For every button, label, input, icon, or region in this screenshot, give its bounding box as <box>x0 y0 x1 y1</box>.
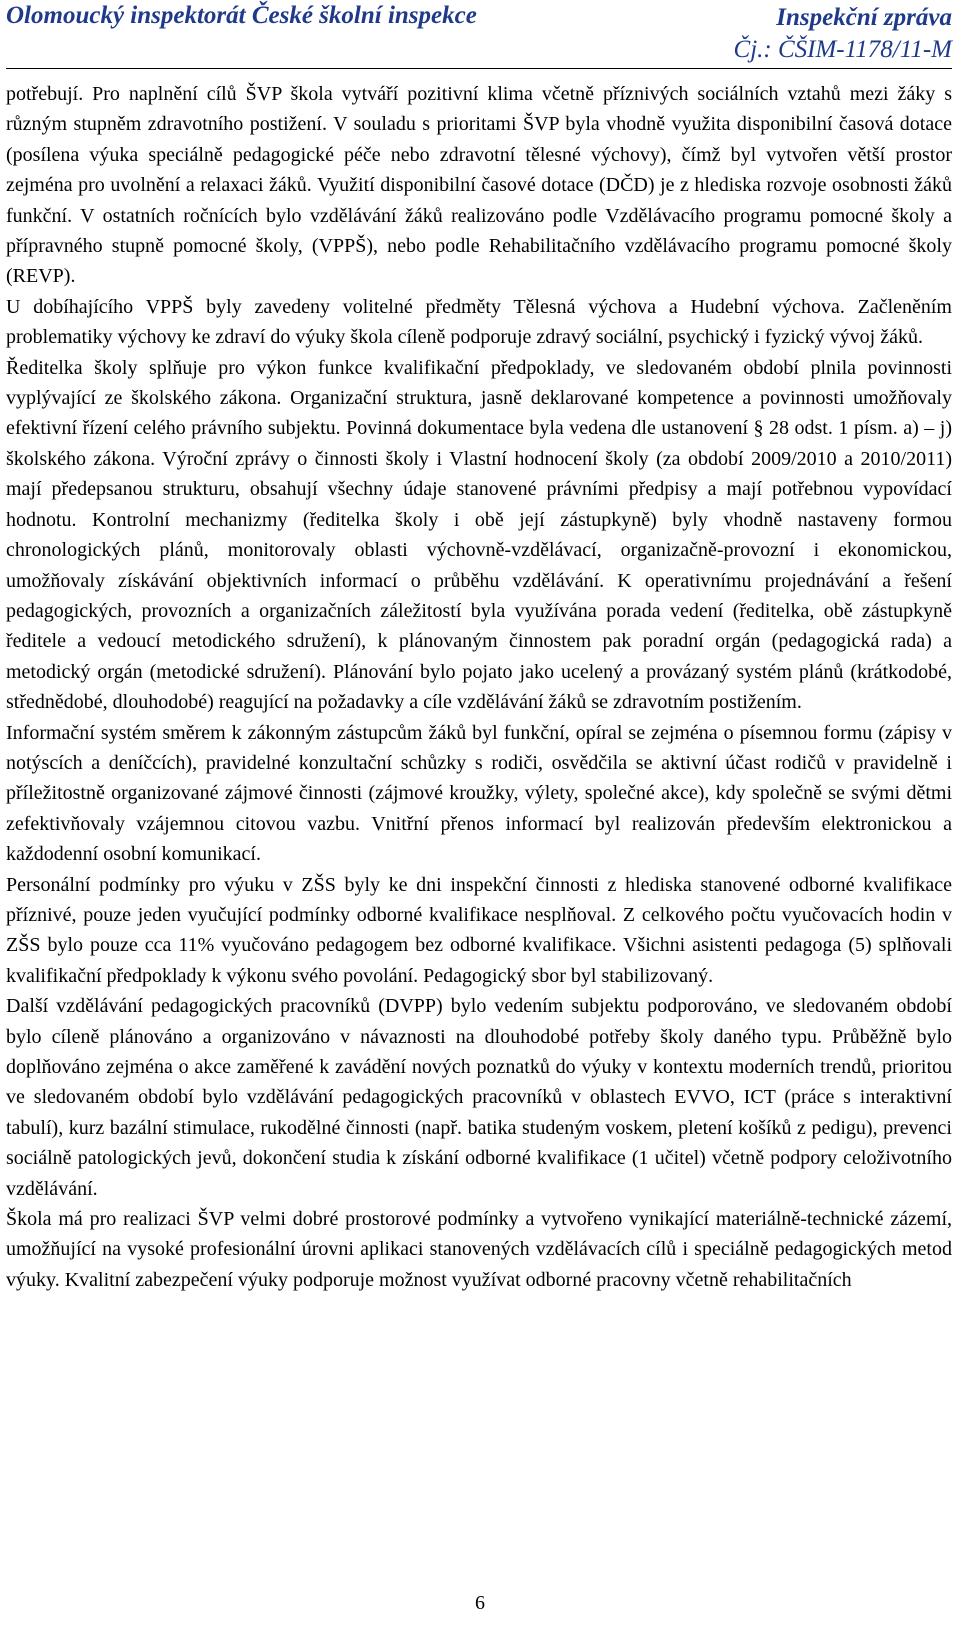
paragraph-information-system: Informační systém směrem k zákonným zástupcům žáků byl funkční, opíral se zejména o písemnou formu (zápisy v notýscích a deníčcích), pravidelné konzultační schůzky s rodiči, osvědčila se aktivní účast rodičů v pravidelně i příležitostně organizované zájmové činnosti (zájmové kroužky, výlety, společné akce), kdy společně se svými dětmi zefektivňovaly vzájemnou citovou vazbu. Vnitřní přenos informací byl realizován především elektronickou a každodenní osobní komunikací. <box>6 721 952 866</box>
report-title-block <box>734 2 952 66</box>
reference-number: Čj.: ČŠIM-1178/11-M <box>733 36 952 63</box>
paragraph-management: Ředitelka školy splňuje pro výkon funkce kvalifikační předpoklady, ve sledovaném období plnila povinnosti vyplývající ze školského zákona. Organizační struktura, jasně deklarované kompetence a povinnosti umožňovaly efektivní řízení celého právního subjektu. Povinná dokumentace byla vedena dle ustanovení § 28 odst. 1 písm. a) – j) školského zákona. Výroční zprávy o činnosti školy i Vlastní hodnocení školy (za období 2009/2010 a 2010/2011) mají předepsanou strukturu, obsahují všechny údaje stanovené právními předpisy a mají potřebnou vypovídací hodnotu. Kontrolní mechanizmy (ředitelka školy i obě její zástupkyně) byly vhodně nastaveny formou chronologických plánů, monitorovaly oblasti výchovně-vzdělávací, organizačně-provozní i ekonomickou, umožňovaly získávání objektivních informací o průběhu vzdělávání. K operativnímu projednávání a řešení pedagogických, provozních a organizačních záležitostí byla využívána porada vedení (ředitelka, obě zástupkyně ředitele a vedoucí metodického sdružení), k plánovaným činnostem pak poradní orgán (pedagogická rada) a metodický orgán (metodické sdružení). Plánování bylo pojato jako ucelený a provázaný systém plánů (krátkodobé, střednědobé, dlouhodobé) reagující na požadavky a cíle vzdělávání žáků se zdravotním postižením. <box>6 356 952 714</box>
paragraph-professional-development: Další vzdělávání pedagogických pracovníků (DVPP) bylo vedením subjektu podporováno, ve sledovaném období bylo cíleně plánováno a organizováno v návaznosti na dlouhodobé potřeby školy daného typu. Průběžně bylo doplňováno zejména o akce zaměřené k zavádění nových poznatků do výuky v kontextu moderních trendů, prioritou ve sledovaném období bylo vzdělávání pedagogických pracovníků v oblastech EVVO, ICT (práce s interaktivní tabulí), kurz bazální stimulace, rukodělné činnosti (např. batika studeným voskem, pletení košíků z pedigu), prevenci sociálně patologických jevů, dokončení studia k získání odborné kvalifikace (1 učitel) včetně podpory celoživotního vzdělávání. <box>6 995 952 1200</box>
paragraph-elective-subjects: U dobíhajícího VPPŠ byly zavedeny volitelné předměty Tělesná výchova a Hudební výchova. Začleněním problematiky výchovy ke zdraví do výuky škola cíleně podporuje zdravý sociální, psychický i fyzický vývoj žáků. <box>6 295 952 349</box>
report-body <box>6 79 952 1295</box>
paragraph-staffing: Personální podmínky pro výuku v ZŠS byly ke dni inspekční činnosti z hlediska stanovené odborné kvalifikace příznivé, pouze jeden vyučující podmínky odborné kvalifikace nesplňoval. Z celkového počtu vyučovacích hodin v ZŠS bylo pouze cca 11% vyučováno pedagogem bez odborné kvalifikace. Všichni asistenti pedagoga (5) splňovali kvalifikační předpoklady k výkonu svého povolání. Pedagogický sbor byl stabilizovaný. <box>6 873 952 987</box>
paragraph-curriculum: potřebují. Pro naplnění cílů ŠVP škola vytváří pozitivní klima včetně příznivých sociálních vztahů mezi žáky s různým stupněm zdravotního postižení. V souladu s prioritami ŠVP byla vhodně využita disponibilní časová dotace (posílena výuka speciálně pedagogické péče nebo zdravotní tělesné výchovy), čímž byl vytvořen větší prostor zejména pro uvolnění a relaxaci žáků. Využití disponibilní časové dotace (DČD) je z hlediska rozvoje osobnosti žáků funkční. V ostatních ročnících bylo vzdělávání žáků realizováno podle Vzdělávacího programu pomocné školy a přípravného stupně pomocné školy, (VPPŠ), nebo podle Rehabilitačního vzdělávacího programu pomocné školy (REVP). <box>6 83 952 288</box>
page-number: 6 <box>475 1592 485 1614</box>
paragraph-facilities: Škola má pro realizaci ŠVP velmi dobré prostorové podmínky a vytvořeno vynikající materiálně-technické zázemí, umožňující na vysoké profesionální úrovni aplikaci stanovených vzdělávacích cílů i speciálně pedagogických metod výuky. Kvalitní zabezpečení výuky podporuje možnost využívat odborné pracovny včetně rehabilitačních <box>6 1208 952 1291</box>
report-title: Inspekční zpráva <box>776 4 952 31</box>
inspectorate-name: Olomoucký inspektorát České školní inspekce <box>6 2 477 29</box>
page-header <box>6 0 952 69</box>
